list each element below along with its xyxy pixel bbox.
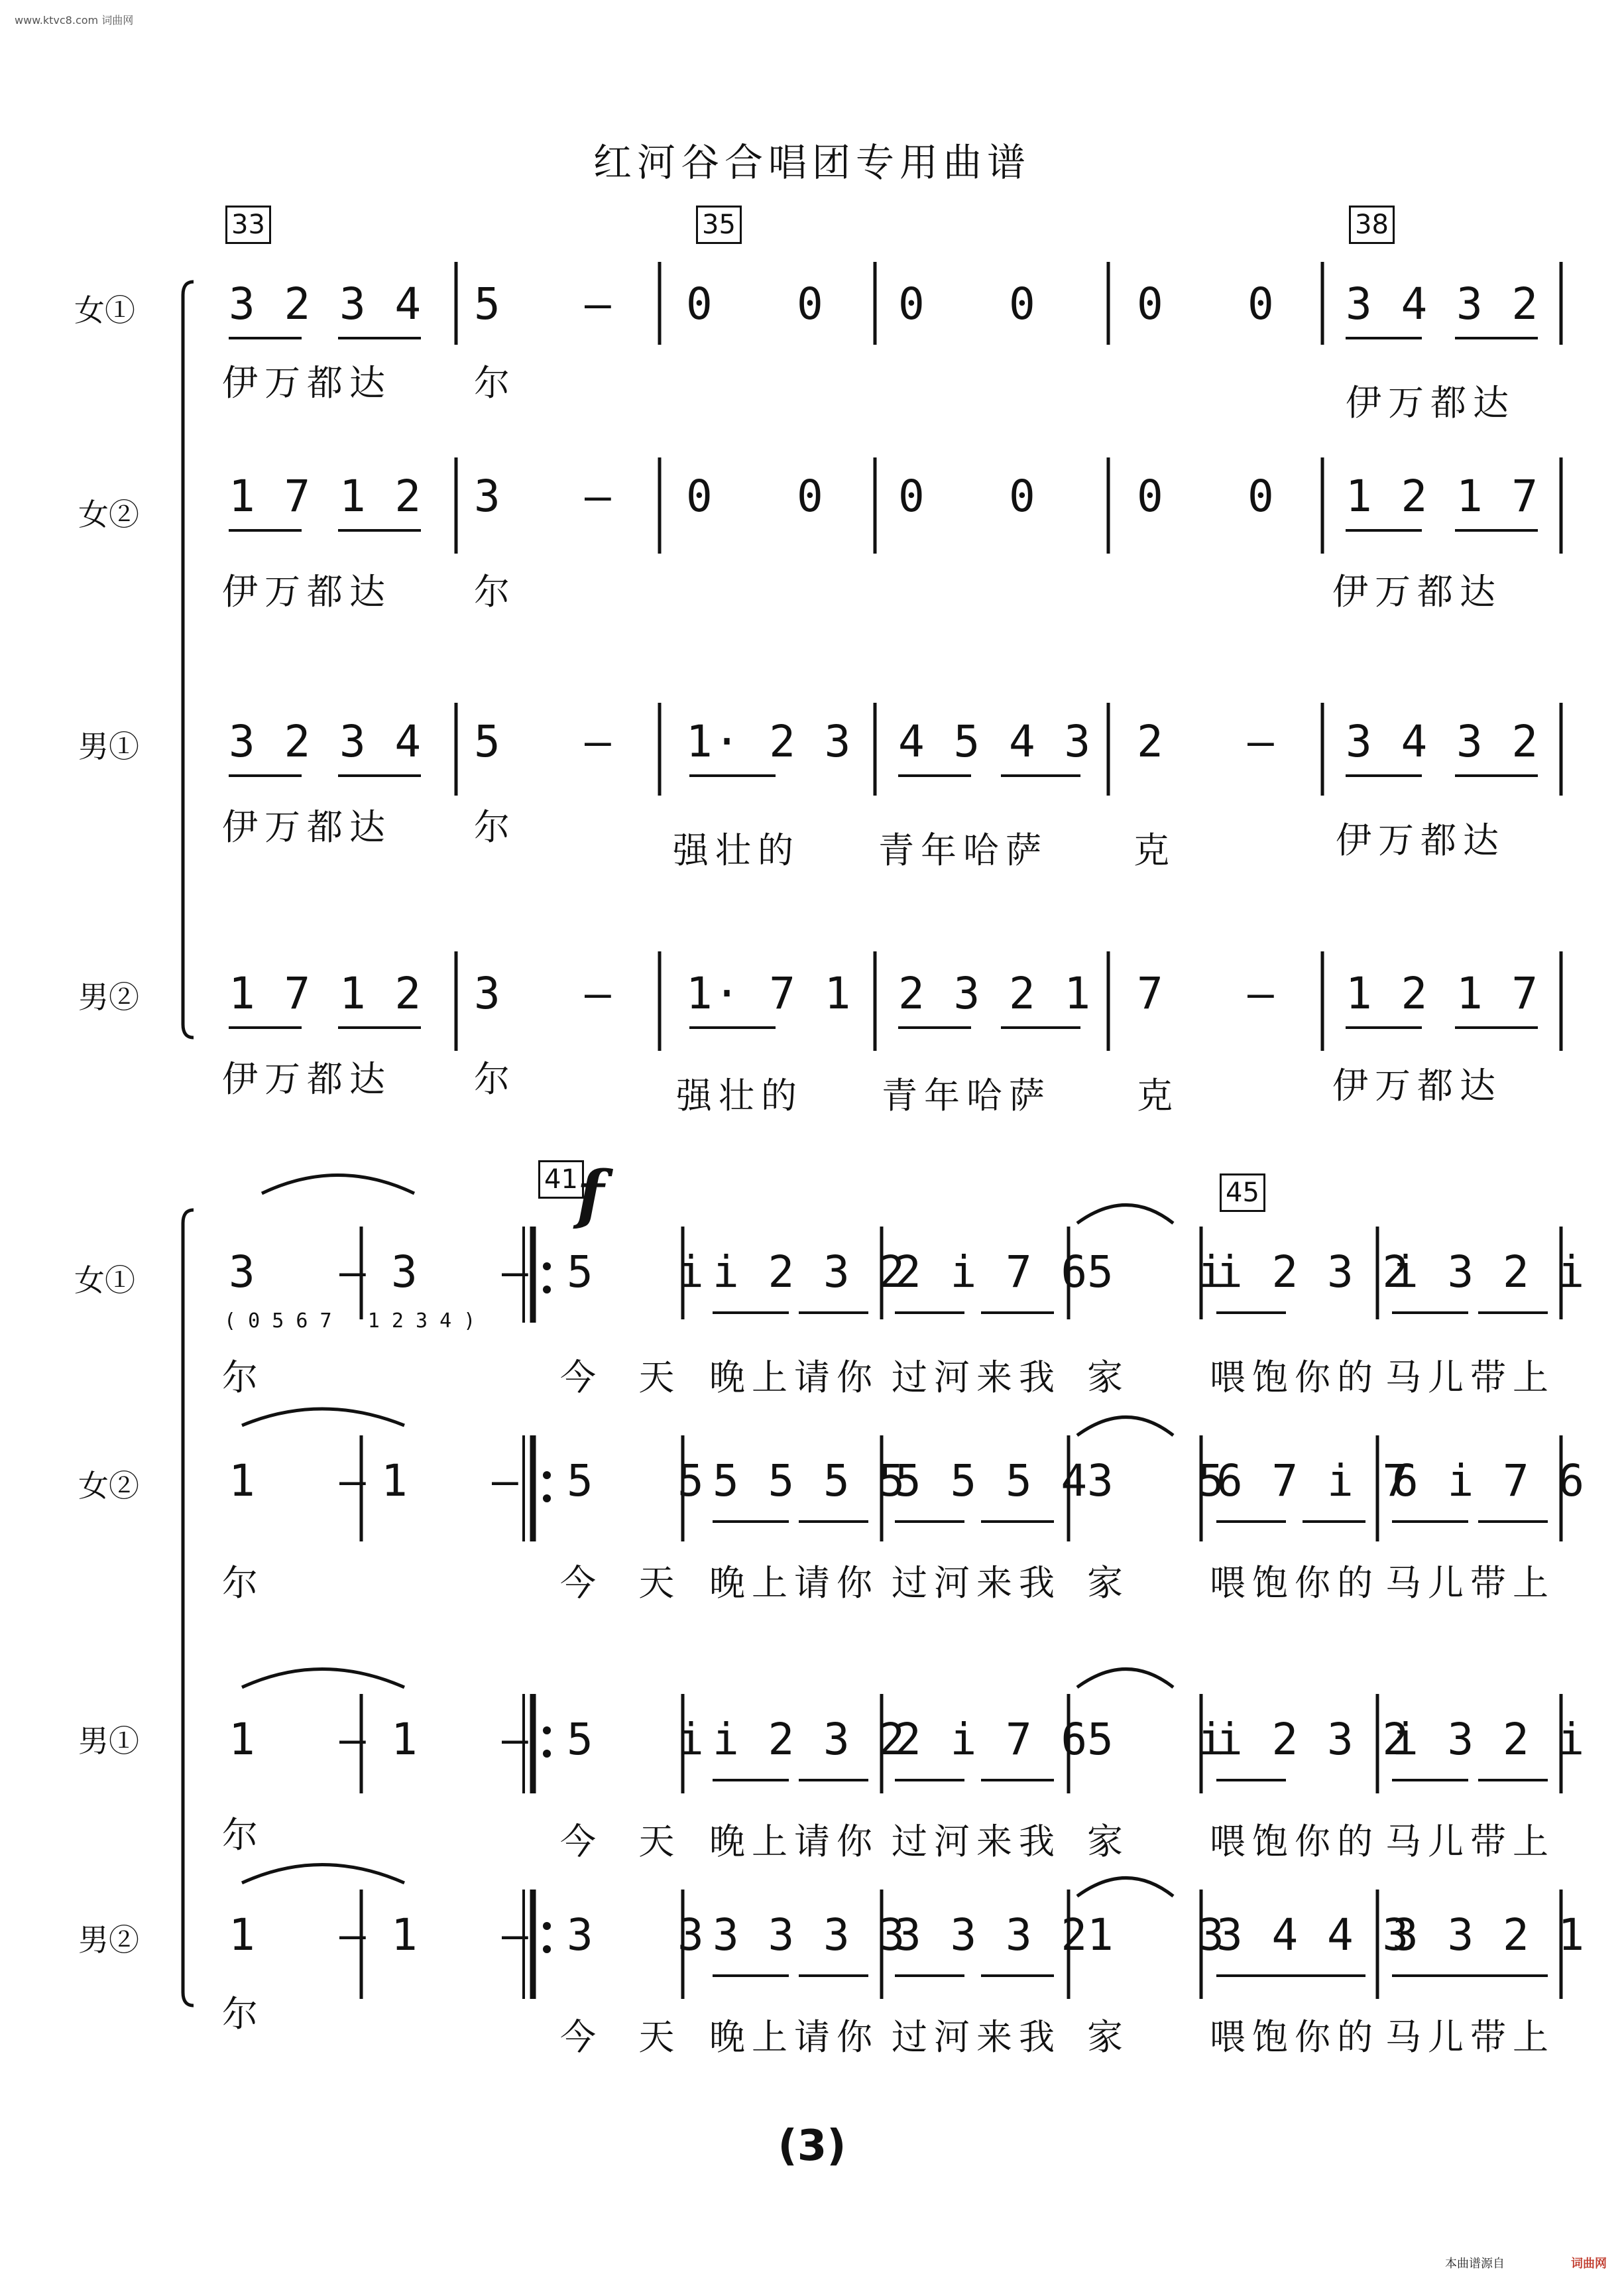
lyric: 今 天: [560, 1562, 681, 1604]
voice-label: 女②: [78, 497, 139, 532]
measure-notes: 3 4 3 2: [1346, 278, 1540, 330]
lyric: 尔: [474, 1058, 516, 1100]
measure-notes: 3 –: [474, 471, 612, 522]
lyric: 尔: [474, 571, 516, 613]
measure-notes: 1 7 1 2: [229, 968, 423, 1019]
measure-number: 35: [696, 206, 742, 244]
measure-notes: 5 i: [567, 1714, 705, 1765]
measure-notes: i 2 3 2: [713, 1246, 907, 1297]
measure-notes: 2 3 2 1: [898, 968, 1092, 1019]
measure-notes: 0 0: [1137, 278, 1275, 330]
measure-notes: 5 i: [1087, 1714, 1226, 1765]
voice-label: 女①: [74, 292, 135, 328]
lyric: 过河来我: [892, 1821, 1061, 1862]
lyric: 喂饱你的: [1210, 2016, 1379, 2058]
repeat-signs: [524, 1227, 551, 1999]
measure-notes: 2 i 7 6: [895, 1246, 1089, 1297]
measure-notes: i 2 3 2: [1216, 1246, 1411, 1297]
lyric: 伊万都达: [1332, 1065, 1502, 1107]
lyric: 今 天: [560, 2016, 681, 2058]
measure-notes: 3 4 3 2: [1346, 716, 1540, 767]
lyric: 强壮的: [673, 829, 800, 871]
lyric: 过河来我: [892, 2016, 1061, 2058]
measure-notes: 2 i 7 6: [895, 1714, 1089, 1765]
measure-notes: 5 i: [567, 1246, 705, 1297]
measure-notes: 3 –: [474, 968, 612, 1019]
measure-notes: 4 5 4 3: [898, 716, 1092, 767]
measure-notes: 3 3 2 1: [1392, 1909, 1586, 1960]
measure-notes: 2 –: [1137, 716, 1275, 767]
measure-notes: 1· 7 1: [686, 968, 852, 1019]
lyric: 尔: [222, 1814, 264, 1856]
system2-barlines: [361, 1227, 1561, 1999]
measure-notes: 1 –: [381, 1455, 520, 1506]
measure-notes: 1 –: [391, 1714, 530, 1765]
measure-notes: i 2 3 2: [713, 1714, 907, 1765]
measure-notes: 6 i 7 6: [1392, 1455, 1586, 1506]
lyric: 强壮的: [676, 1075, 803, 1116]
lyric: 家: [1087, 2016, 1130, 2058]
measure-notes: 1 –: [391, 1909, 530, 1960]
measure-notes: 1 3: [1087, 1909, 1226, 1960]
measure-number: 41: [538, 1160, 584, 1199]
lyric: 喂饱你的: [1210, 1821, 1379, 1862]
lyric: 喂饱你的: [1210, 1562, 1379, 1604]
voice-label: 男①: [78, 729, 139, 764]
measure-number: 38: [1349, 206, 1395, 244]
measure-notes: 1 –: [229, 1714, 367, 1765]
footer-site-logo[interactable]: 词曲网: [1571, 2257, 1607, 2271]
lyric: 过河来我: [892, 1356, 1061, 1398]
measure-notes: i 2 3 2: [1216, 1714, 1411, 1765]
voice-label: 男②: [78, 979, 139, 1015]
lyric: 尔: [222, 1993, 264, 2035]
measure-notes: 5 5 5 4: [895, 1455, 1089, 1506]
lyric: 晚上请你: [709, 1821, 879, 1862]
score-title: 红河谷合唱团专用曲谱: [593, 140, 1031, 185]
measure-notes: 3 2 3 4: [229, 278, 423, 330]
lyric: 尔: [222, 1562, 264, 1604]
lyric: 伊万都达: [222, 571, 392, 613]
lyric: 晚上请你: [709, 2016, 879, 2058]
measure-notes: 3 3 3 3: [713, 1909, 907, 1960]
measure-number: 33: [225, 206, 271, 244]
measure-number: 45: [1220, 1173, 1265, 1212]
measure-notes: i 3 2 i: [1392, 1246, 1586, 1297]
measure-notes: 1 7 1 2: [229, 471, 423, 522]
lyric: 青年哈萨: [878, 829, 1048, 871]
lyric: 今 天: [560, 1356, 681, 1398]
measure-notes: 3 3: [567, 1909, 705, 1960]
measure-notes: 7 –: [1137, 968, 1275, 1019]
measure-notes: 5 –: [474, 716, 612, 767]
lyric: 伊万都达: [1346, 382, 1515, 424]
measure-notes: 0 0: [898, 278, 1037, 330]
lyric: 马儿带上: [1385, 1562, 1555, 1604]
voice-label: 女②: [78, 1468, 139, 1504]
lyric: 克: [1137, 1075, 1179, 1116]
measure-notes: 1 2 1 7: [1346, 968, 1540, 1019]
measure-notes: 6 7 i 7: [1216, 1455, 1411, 1506]
measure-notes: 3 –: [229, 1246, 367, 1297]
lyric: 马儿带上: [1385, 1821, 1555, 1862]
lyric: 尔: [474, 362, 516, 404]
page-number: (3): [778, 2122, 846, 2171]
lyric: 伊万都达: [222, 806, 392, 848]
lyric: 今 天: [560, 1821, 681, 1862]
accompaniment-line: ( 0 5 6 7 1 2 3 4 ): [224, 1309, 476, 1333]
measure-notes: 1 –: [229, 1909, 367, 1960]
measure-notes: 1 –: [229, 1455, 367, 1506]
measure-notes: 5 5: [567, 1455, 705, 1506]
measure-notes: i 3 2 i: [1392, 1714, 1586, 1765]
measure-notes: 0 0: [1137, 471, 1275, 522]
lyric: 喂饱你的: [1210, 1356, 1379, 1398]
measure-notes: 0 0: [686, 278, 825, 330]
measure-notes: 3 2 3 4: [229, 716, 423, 767]
lyric: 青年哈萨: [882, 1075, 1051, 1116]
measure-notes: 1 2 1 7: [1346, 471, 1540, 522]
voice-label: 男②: [78, 1922, 139, 1958]
lyric: 伊万都达: [222, 362, 392, 404]
dynamic-forte: f: [577, 1157, 605, 1232]
lyric: 马儿带上: [1385, 1356, 1555, 1398]
lyric: 晚上请你: [709, 1562, 879, 1604]
lyric: 尔: [222, 1356, 264, 1398]
measure-notes: 3 3 3 2: [895, 1909, 1089, 1960]
system2-bracket: [183, 1210, 194, 2006]
system1-bracket: [183, 282, 194, 1038]
measure-notes: 5 5 5 5: [713, 1455, 907, 1506]
measure-notes: 5 i: [1087, 1246, 1226, 1297]
measure-notes: 3 4 4 3: [1216, 1909, 1411, 1960]
measure-notes: 3 5: [1087, 1455, 1226, 1506]
site-watermark: www.ktvc8.com 词曲网: [15, 14, 134, 27]
measure-notes: 1· 2 3: [686, 716, 852, 767]
lyric: 伊万都达: [222, 1058, 392, 1100]
lyric: 家: [1087, 1356, 1130, 1398]
voice-label: 男①: [78, 1723, 139, 1759]
lyric: 伊万都达: [1336, 819, 1505, 861]
lyric: 过河来我: [892, 1562, 1061, 1604]
lyric: 克: [1133, 829, 1176, 871]
voice-label: 女①: [74, 1262, 135, 1298]
footer-source-text: 本曲谱源自: [1445, 2257, 1505, 2271]
measure-notes: 0 0: [686, 471, 825, 522]
measure-notes: 5 –: [474, 278, 612, 330]
lyric: 马儿带上: [1385, 2016, 1555, 2058]
lyric: 家: [1087, 1821, 1130, 1862]
lyric: 伊万都达: [1332, 571, 1502, 613]
lyric: 晚上请你: [709, 1356, 879, 1398]
measure-notes: 3 –: [391, 1246, 530, 1297]
lyric: 尔: [474, 806, 516, 848]
lyric: 家: [1087, 1562, 1130, 1604]
measure-notes: 0 0: [898, 471, 1037, 522]
